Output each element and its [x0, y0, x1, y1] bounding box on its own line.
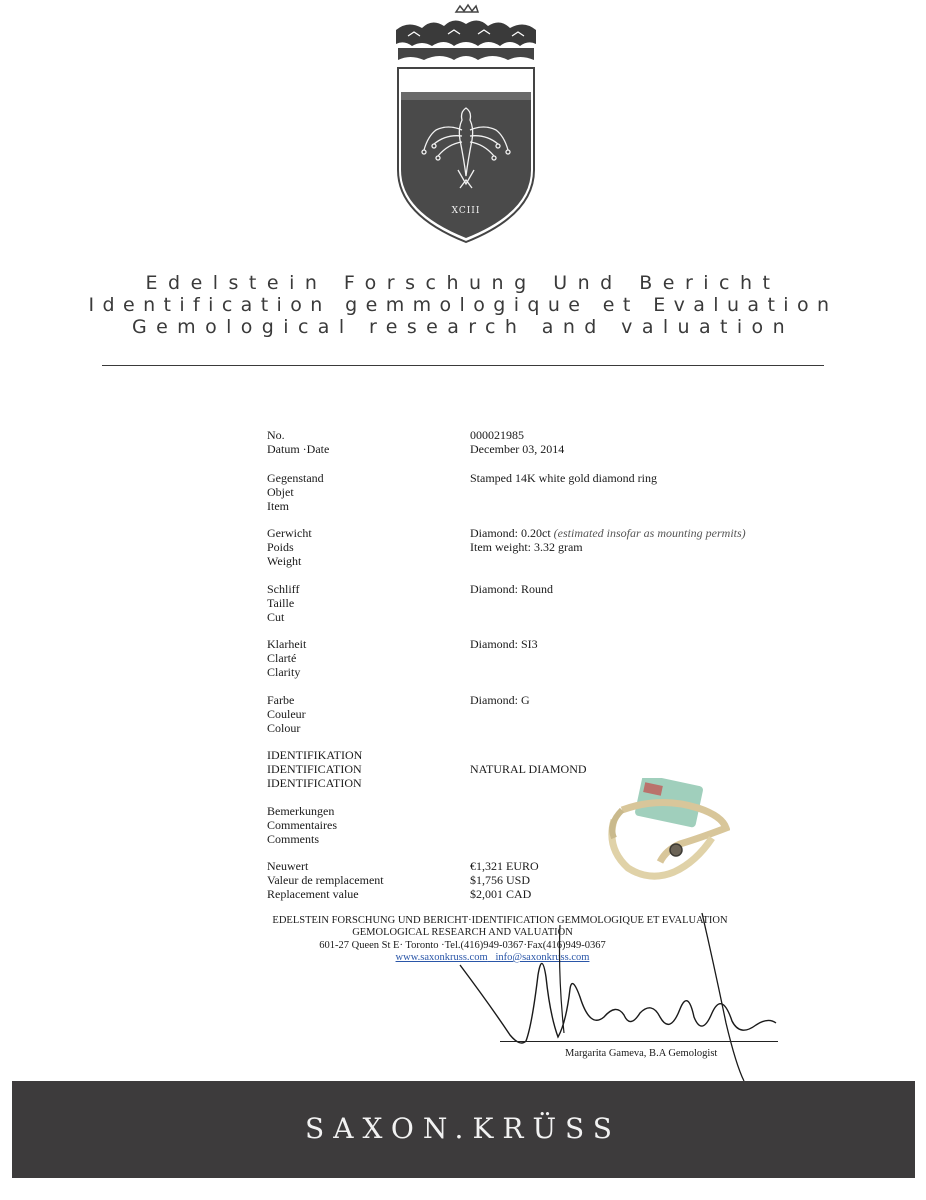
label-taille: Taille: [267, 596, 295, 610]
footer-line-2: GEMOLOGICAL RESEARCH AND VALUATION: [352, 927, 573, 938]
field-values-colour: [470, 693, 530, 707]
label-comments: Comments: [267, 832, 320, 846]
label-objet: Objet: [267, 485, 294, 499]
label-neuwert: Neuwert: [267, 859, 309, 873]
field-labels-cut: [267, 582, 299, 624]
value-cut: Diamond: Round: [470, 582, 553, 596]
value-item-weight: Item weight: 3.32 gram: [470, 540, 583, 554]
footer-line-1: EDELSTEIN FORSCHUNG UND BERICHT·IDENTIFICATION GEMMOLOGIQUE ET EVALUATION: [272, 915, 728, 926]
field-labels-item: [267, 471, 324, 513]
label-valeur: Valeur de remplacement: [267, 873, 384, 887]
signatory-name: Margarita Gameva, B.A Gemologist: [565, 1048, 718, 1059]
label-schliff: Schliff: [267, 582, 300, 596]
field-values-weight: [470, 526, 746, 554]
field-labels-colour: [267, 693, 306, 735]
heading-french: Identification gemmologique et Evaluation: [88, 294, 838, 316]
email-link[interactable]: info@saxonkruss.com: [495, 952, 590, 963]
label-commentaires: Commentaires: [267, 818, 337, 832]
label-klarheit: Klarheit: [267, 637, 307, 651]
header-divider: [102, 365, 824, 366]
crest-logo: [388, 0, 544, 248]
field-labels-clarity: [267, 637, 306, 679]
value-euro: €1,321 EURO: [470, 859, 539, 873]
label-identifikation: IDENTIFIKATION: [267, 748, 363, 762]
field-labels-identification: [267, 748, 362, 790]
label-identification-en: IDENTIFICATION: [267, 776, 362, 790]
value-number: 000021985: [470, 428, 524, 442]
field-values-value: [470, 859, 539, 901]
label-number: No.: [267, 428, 285, 442]
field-values-identification: [470, 762, 587, 776]
value-clarity: Diamond: SI3: [470, 637, 538, 651]
label-poids: Poids: [267, 540, 294, 554]
label-item: Item: [267, 499, 289, 513]
value-date: December 03, 2014: [470, 442, 565, 456]
field-labels-weight: [267, 526, 312, 568]
field-labels-comments: [267, 804, 337, 846]
label-farbe: Farbe: [267, 693, 295, 707]
label-gegenstand: Gegenstand: [267, 471, 324, 485]
label-couleur: Couleur: [267, 707, 306, 721]
value-weight-note: (estimated insofar as mounting permits): [553, 526, 746, 540]
label-clarte: Clarté: [267, 651, 297, 665]
field-labels-value: [267, 859, 384, 901]
crest-numeral: XCIII: [451, 206, 481, 216]
label-cut: Cut: [267, 610, 285, 624]
field-values-cut: [470, 582, 553, 596]
label-gerwicht: Gerwicht: [267, 526, 312, 540]
value-identification: NATURAL DIAMOND: [470, 762, 587, 776]
field-values-clarity: [470, 637, 538, 651]
label-identification-fr: IDENTIFICATION: [267, 762, 362, 776]
heading-german: Edelstein Forschung Und Bericht: [145, 272, 781, 294]
signature-line: [500, 1041, 778, 1042]
label-bemerkungen: Bemerkungen: [267, 804, 335, 818]
value-diamond-weight: Diamond: 0.20ct: [470, 526, 551, 540]
value-item: Stamped 14K white gold diamond ring: [470, 471, 657, 485]
label-colour: Colour: [267, 721, 301, 735]
value-usd: $1,756 USD: [470, 873, 531, 887]
label-clarity: Clarity: [267, 665, 301, 679]
label-date: Datum ·Date: [267, 442, 330, 456]
value-colour: Diamond: G: [470, 693, 530, 707]
label-replacement-value: Replacement value: [267, 887, 359, 901]
field-values-item: [470, 471, 657, 485]
footer-address: 601-27 Queen St E· Toronto ·Tel.(416)949-0367·Fax(416)949-0367: [319, 940, 606, 951]
field-labels-number: [267, 428, 329, 456]
label-weight: Weight: [267, 554, 302, 568]
website-link[interactable]: www.saxonkruss.com: [395, 952, 488, 963]
field-values-number: [470, 428, 564, 456]
value-cad: $2,001 CAD: [470, 887, 532, 901]
brand-name: SAXON.KRÜSS: [305, 1112, 621, 1145]
crown-icon: [396, 5, 536, 60]
heading-english: Gemological research and valuation: [131, 316, 795, 338]
ring-photo: [600, 778, 730, 888]
